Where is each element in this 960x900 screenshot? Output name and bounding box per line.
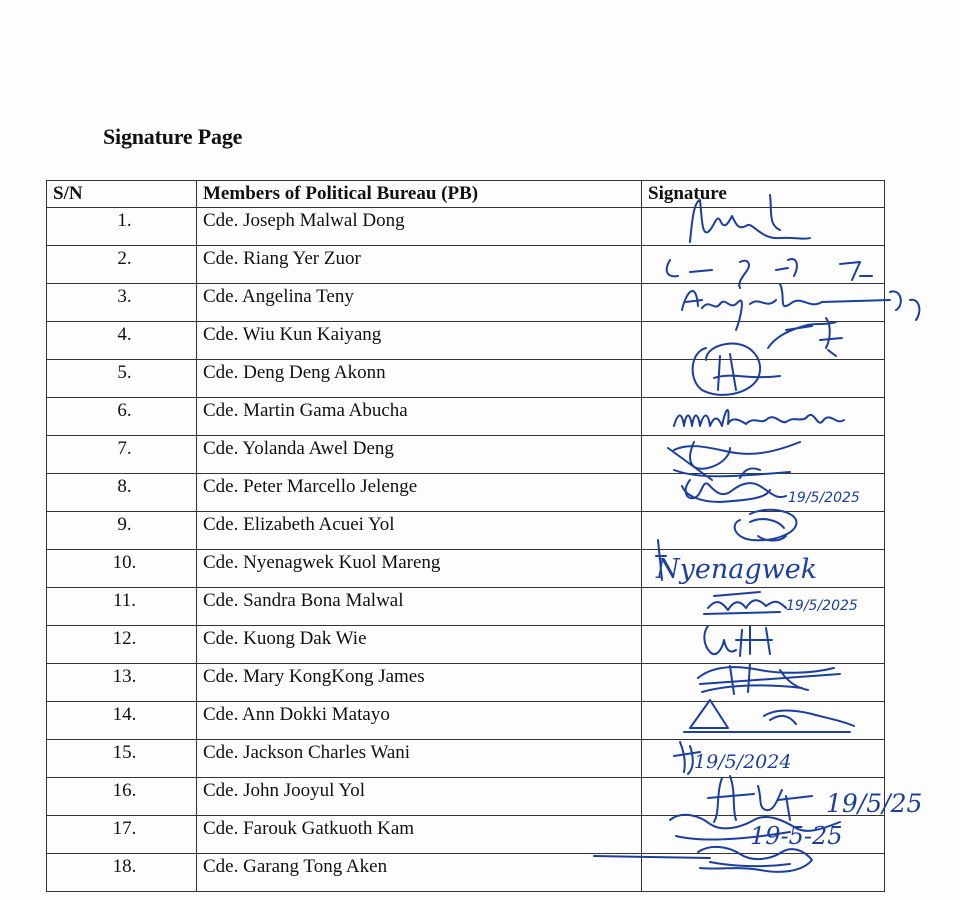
row-member-name: Cde. Farouk Gatkuoth Kam	[197, 816, 642, 854]
table-row	[47, 246, 885, 284]
row-member-name: Cde. Wiu Kun Kaiyang	[197, 322, 642, 360]
table-row	[47, 284, 885, 322]
table-row	[47, 740, 885, 778]
page-title: Signature Page	[103, 124, 243, 149]
row-serial-number: 3.	[47, 284, 197, 322]
annotation-date-8: 19/5/2025	[788, 490, 860, 506]
row-member-name: Cde. Joseph Malwal Dong	[197, 208, 642, 246]
row-signature-cell	[642, 474, 885, 512]
row-member-name: Cde. Kuong Dak Wie	[197, 626, 642, 664]
row-signature-cell	[642, 512, 885, 550]
row-signature-cell	[642, 702, 885, 740]
signature-10: Nyenagwek	[656, 554, 818, 585]
row-serial-number: 11.	[47, 588, 197, 626]
annotation-date-16: 19/5/25	[826, 789, 923, 818]
row-signature-cell	[642, 626, 885, 664]
row-signature-cell	[642, 208, 885, 246]
row-member-name: Cde. John Jooyul Yol	[197, 778, 642, 816]
row-signature-cell	[642, 854, 885, 892]
row-serial-number: 12.	[47, 626, 197, 664]
table-row	[47, 398, 885, 436]
row-signature-cell	[642, 664, 885, 702]
table-row	[47, 816, 885, 854]
table-row	[47, 702, 885, 740]
row-serial-number: 14.	[47, 702, 197, 740]
row-serial-number: 7.	[47, 436, 197, 474]
annotation-date-15: 19/5/2024	[694, 751, 792, 773]
table-row	[47, 512, 885, 550]
row-serial-number: 9.	[47, 512, 197, 550]
row-serial-number: 8.	[47, 474, 197, 512]
header-signature: Signature	[642, 181, 885, 208]
row-serial-number: 5.	[47, 360, 197, 398]
header-members: Members of Political Bureau (PB)	[197, 181, 642, 208]
table-row	[47, 550, 885, 588]
table-row	[47, 322, 885, 360]
table-row	[47, 474, 885, 512]
row-member-name: Cde. Angelina Teny	[197, 284, 642, 322]
row-serial-number: 6.	[47, 398, 197, 436]
row-member-name: Cde. Peter Marcello Jelenge	[197, 474, 642, 512]
row-signature-cell	[642, 740, 885, 778]
row-signature-cell	[642, 550, 885, 588]
row-signature-cell	[642, 322, 885, 360]
row-member-name: Cde. Sandra Bona Malwal	[197, 588, 642, 626]
header-sn: S/N	[47, 181, 197, 208]
annotation-date-17: 19-5-25	[750, 822, 843, 850]
row-signature-cell	[642, 436, 885, 474]
row-member-name: Cde. Riang Yer Zuor	[197, 246, 642, 284]
row-signature-cell	[642, 398, 885, 436]
row-signature-cell	[642, 588, 885, 626]
row-serial-number: 15.	[47, 740, 197, 778]
row-signature-cell	[642, 246, 885, 284]
row-serial-number: 10.	[47, 550, 197, 588]
row-signature-cell	[642, 360, 885, 398]
row-signature-cell	[642, 778, 885, 816]
row-member-name: Cde. Martin Gama Abucha	[197, 398, 642, 436]
row-serial-number: 2.	[47, 246, 197, 284]
row-serial-number: 16.	[47, 778, 197, 816]
table-row	[47, 360, 885, 398]
row-member-name: Cde. Ann Dokki Matayo	[197, 702, 642, 740]
row-signature-cell	[642, 284, 885, 322]
row-member-name: Cde. Yolanda Awel Deng	[197, 436, 642, 474]
signature-table	[46, 180, 885, 892]
row-signature-cell	[642, 816, 885, 854]
table-row	[47, 778, 885, 816]
table-row	[47, 664, 885, 702]
row-serial-number: 18.	[47, 854, 197, 892]
table-row	[47, 208, 885, 246]
row-member-name: Cde. Jackson Charles Wani	[197, 740, 642, 778]
row-member-name: Cde. Mary KongKong James	[197, 664, 642, 702]
row-serial-number: 17.	[47, 816, 197, 854]
row-serial-number: 4.	[47, 322, 197, 360]
row-member-name: Cde. Elizabeth Acuei Yol	[197, 512, 642, 550]
row-serial-number: 13.	[47, 664, 197, 702]
table-row	[47, 436, 885, 474]
table-header-row	[47, 181, 885, 208]
row-serial-number: 1.	[47, 208, 197, 246]
row-member-name: Cde. Garang Tong Aken	[197, 854, 642, 892]
table-row	[47, 854, 885, 892]
row-member-name: Cde. Nyenagwek Kuol Mareng	[197, 550, 642, 588]
row-member-name: Cde. Deng Deng Akonn	[197, 360, 642, 398]
table-row	[47, 588, 885, 626]
table-row	[47, 626, 885, 664]
annotation-date-11: 19/5/2025	[786, 598, 858, 614]
